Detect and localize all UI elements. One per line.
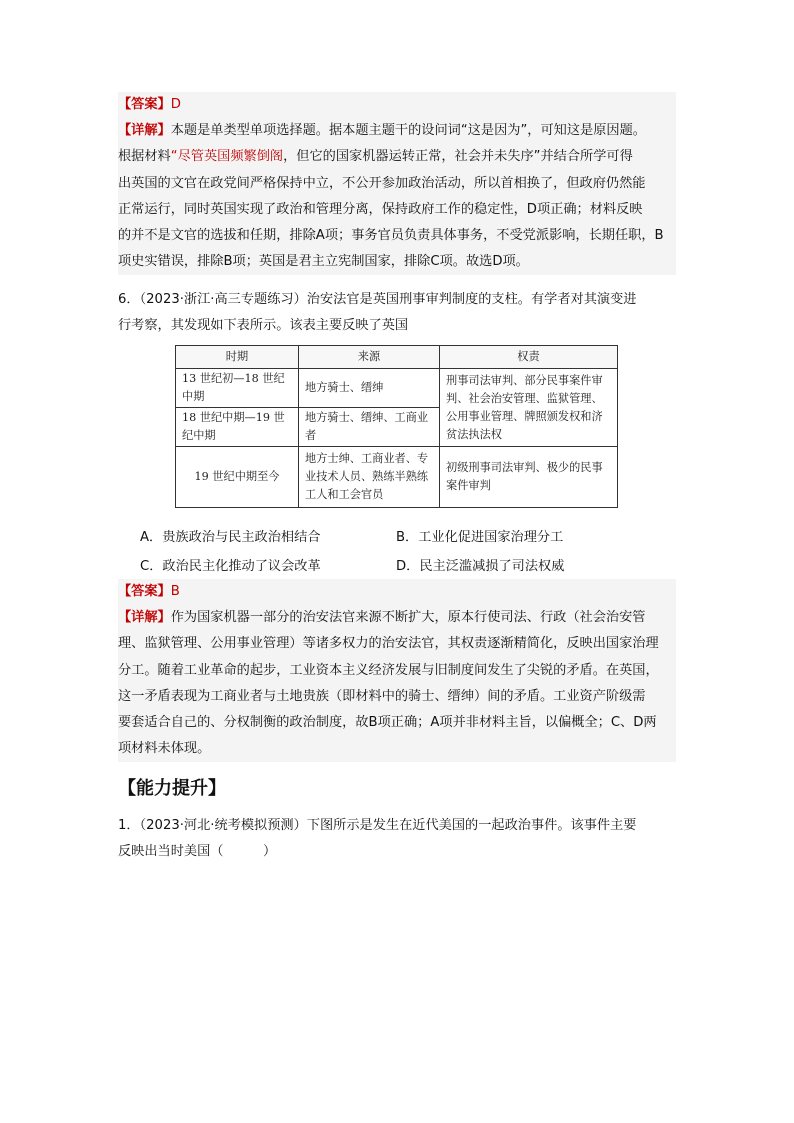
detail-text-line: 项史实错误，排除B项；英国是君主立宪制国家，排除C项。故选D项。 [118,254,529,270]
question-text: 1．（2023·河北·统考模拟预测）下图所示是发生在近代美国的一起政治事件。该事件主要 [118,818,637,833]
detail-text-line: 这一矛盾表现为工商业者与土地贵族（即材料中的骑士、缙绅）间的矛盾。工业资产阶级需 [118,688,646,704]
q6-answer-block [118,579,676,762]
detail-tag: 【详解】 [118,123,171,139]
detail-text-line: 分工。随着工业革命的起步，工业资本主义经济发展与旧制度间发生了尖锐的矛盾。在英国， [118,662,659,678]
table-header: 时期 [176,346,299,369]
quoted-material: “尽管英国频繁倒阁 [170,149,284,165]
q5-answer-block [118,92,676,275]
detail-text-line: 项材料未体现。 [118,741,211,757]
question-text: 反映出当时美国（ ） [118,844,277,859]
detail-text-line: 正常运行，同时英国实现了政治和管理分离，保持政府工作的稳定性，D项正确；材料反映 [118,201,643,217]
table-row [176,369,618,408]
table-cell: 19 世纪中期至今 [176,447,299,508]
table-header: 权责 [440,346,618,369]
table-header-row [176,346,618,369]
detail-text-line: 要套适合自己的、分权制衡的政治制度，故B项正确；A项并非材料主旨，以偏概全；C、D两 [118,714,657,730]
answer-tag: 【答案】 [118,584,171,599]
detail-text: 根据材料 [118,149,171,165]
q5-detail-line [118,118,676,144]
table-cell: 地方士绅、工商业者、专业技术人员、熟练半熟练工人和工会官员 [299,447,440,508]
detail-text-line [118,144,676,170]
section-heading: 【能力提升】 [118,778,226,799]
table-cell: 初级刑事司法审判、极少的民事案件审判 [440,447,618,508]
detail-text-line: 出英国的文官在政党间严格保持中立，不公开参加政治活动，所以首相换了，但政府仍然能 [118,175,646,191]
table-row [176,447,618,508]
detail-text: 本题是单类型单项选择题。据本题主题干的设问词“这是因为”，可知这是原因题。 [170,123,646,139]
question-text: 行考察，其发现如下表所示。该表主要反映了英国 [118,318,409,333]
answer-value: B [170,584,180,599]
q6-detail-line [118,605,676,631]
answer-tag: 【答案】 [118,97,171,112]
option-b[interactable]: B．工业化促进国家治理分工 [396,530,564,545]
q6-answer-line [118,579,676,605]
q5-answer-line [118,92,676,118]
option-c[interactable]: C．政治民主化推动了议会改革 [140,559,321,574]
table-cell: 地方骑士、缙绅、工商业者 [299,408,440,447]
table-cell: 13 世纪初—18 世纪中期 [176,369,299,408]
detail-text-line: 理、监狱管理、公用事业管理）等诸多权力的治安法官，其权责逐渐精简化，反映出国家治理 [118,636,659,652]
detail-text-line: 的并不是文官的选拔和任期，排除A项；事务官员负责具体事务，不受党派影响，长期任职，B [118,227,664,243]
table-cell: 刑事司法审判、部分民事案件审判、社会治安管理、监狱管理、公用事业管理、牌照颁发权和济贫法执法权 [440,369,618,447]
detail-text: ，但它的国家机器运转正常，社会并未失序”并结合所学可得 [283,149,633,165]
detail-tag: 【详解】 [118,610,171,626]
q6-table [175,345,618,508]
table-cell: 地方骑士、缙绅 [299,369,440,408]
q1-stem [118,813,688,865]
q6-stem [118,287,688,339]
detail-text: 作为国家机器一部分的治安法官来源不断扩大，原本行使司法、行政（社会治安管 [170,610,646,626]
question-text: 6．（2023·浙江·高三专题练习）治安法官是英国刑事审判制度的支柱。有学者对其演变进 [118,292,637,307]
table-header: 来源 [299,346,440,369]
table-cell: 18 世纪中期—19 世纪中期 [176,408,299,447]
option-d[interactable]: D．民主泛滥减损了司法权威 [396,559,565,574]
answer-value: D [170,97,181,112]
option-a[interactable]: A．贵族政治与民主政治相结合 [140,530,321,545]
